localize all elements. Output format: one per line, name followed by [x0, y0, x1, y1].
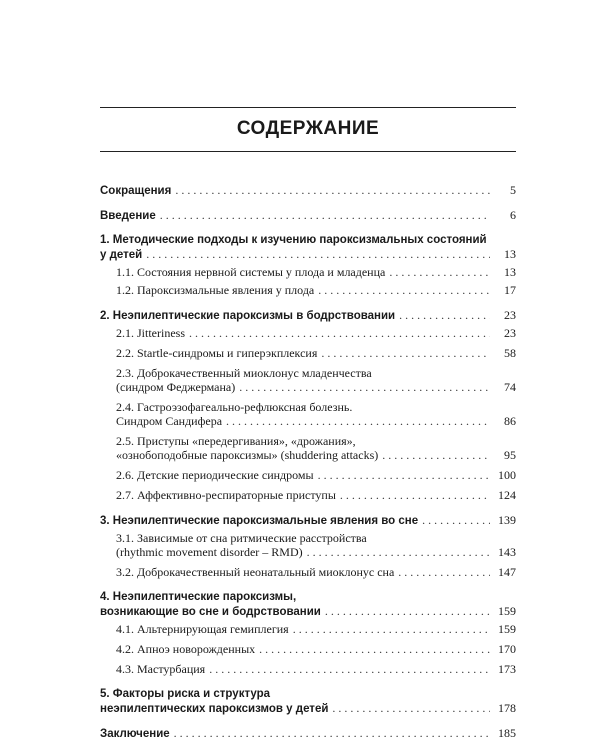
toc-entry-title: 4.1. Альтернирующая гемиплегия	[116, 622, 289, 636]
toc-page-number: 5	[510, 183, 516, 197]
toc-page-number: 74	[504, 380, 516, 394]
toc-subentry-2-5[interactable]	[100, 434, 516, 462]
toc-entry-title: 2.2. Startle-синдромы и гиперэкплексия	[116, 346, 318, 360]
dot-leader	[332, 701, 490, 715]
toc-entry-title-cont: возникающие во сне и бодрствовании	[100, 606, 321, 618]
toc-page-number: 100	[498, 468, 516, 482]
toc-entry-title: 1. Методические подходы к изучению пароксизмальных состояний	[100, 234, 487, 246]
toc-entry-title-cont: у детей	[100, 249, 143, 261]
toc-subentry-4-1[interactable]	[100, 622, 516, 636]
toc-entry-title: Сокращения	[100, 185, 172, 197]
toc-subentry-2-3[interactable]	[100, 366, 516, 394]
toc-entry-title-cont: неэпилептических пароксизмов у детей	[100, 703, 329, 715]
toc-page-number: 139	[498, 513, 516, 527]
toc-entry-title: 2.1. Jitteriness	[116, 326, 185, 340]
dot-leader	[226, 414, 490, 428]
toc-page-number: 13	[504, 265, 516, 279]
toc-entry-title-cont: (синдром Феджермана)	[116, 380, 236, 394]
toc-subentry-2-4[interactable]	[100, 400, 516, 428]
dot-leader	[259, 642, 490, 656]
toc-page-number: 17	[504, 283, 516, 297]
dot-leader	[209, 662, 490, 676]
dot-leader	[422, 513, 490, 527]
toc-chapter-1[interactable]	[100, 233, 516, 261]
dot-leader	[293, 622, 490, 636]
dot-leader	[239, 380, 490, 394]
dot-leader	[318, 468, 490, 482]
toc-subentry-4-3[interactable]	[100, 662, 516, 676]
toc-entry-title: 2.7. Аффективно-респираторные приступы	[116, 488, 336, 502]
toc-entry-title: 2.3. Доброкачественный миоклонус младенчества	[116, 366, 372, 380]
dot-leader	[318, 283, 490, 297]
dot-leader	[307, 545, 490, 559]
title-rule	[100, 151, 516, 152]
top-rule	[100, 107, 516, 108]
toc-entry-title-cont: (rhythmic movement disorder – RMD)	[116, 545, 303, 559]
toc-page-number: 159	[498, 622, 516, 636]
toc-page-number: 13	[504, 247, 516, 261]
toc-entry-title: 4.2. Апноэ новорожденных	[116, 642, 256, 656]
dot-leader	[174, 726, 490, 740]
toc-page-number: 178	[498, 701, 516, 715]
toc-entry-title-cont: Синдром Сандифера	[116, 414, 223, 428]
toc-chapter-3[interactable]	[100, 513, 516, 527]
dot-leader	[399, 308, 490, 322]
toc-page-number: 147	[498, 565, 516, 579]
toc-subentry-4-2[interactable]	[100, 642, 516, 656]
toc-subentry-1-2[interactable]	[100, 283, 516, 297]
toc-entry-title: 2. Неэпилептические пароксизмы в бодрствовании	[100, 310, 396, 322]
toc-page-number: 23	[504, 308, 516, 322]
page-title: СОДЕРЖАНИЕ	[236, 118, 380, 139]
dot-leader	[146, 247, 490, 261]
toc-entry-conclusion[interactable]	[100, 726, 516, 740]
toc-chapter-4[interactable]	[100, 590, 516, 618]
dot-leader	[189, 326, 490, 340]
dot-leader	[160, 208, 490, 222]
toc-entry-title: 3.1. Зависимые от сна ритмические расстройства	[116, 531, 367, 545]
toc-page-number: 124	[498, 488, 516, 502]
toc-entry-introduction[interactable]	[100, 208, 516, 222]
dot-leader	[340, 488, 490, 502]
toc-subentry-2-1[interactable]	[100, 326, 516, 340]
toc-subentry-3-2[interactable]	[100, 565, 516, 579]
toc-chapter-5[interactable]	[100, 687, 516, 715]
toc-entry-title: 1.2. Пароксизмальные явления у плода	[116, 283, 315, 297]
toc-entry-title: 2.5. Приступы «передергивания», «дрожания»,	[116, 434, 356, 448]
toc-subentry-2-7[interactable]	[100, 488, 516, 502]
dot-leader	[321, 346, 490, 360]
toc-entry-title: Введение	[100, 210, 156, 222]
toc-page-number: 173	[498, 662, 516, 676]
dot-leader	[398, 565, 490, 579]
toc-page-number: 159	[498, 604, 516, 618]
toc-entry-title: 4. Неэпилептические пароксизмы,	[100, 591, 297, 603]
toc-entry-title: 3. Неэпилептические пароксизмальные явления во сне	[100, 515, 419, 527]
toc-page-number: 95	[504, 448, 516, 462]
dot-leader	[175, 183, 490, 197]
toc-entry-abbreviations[interactable]	[100, 183, 516, 197]
toc-page-number: 143	[498, 545, 516, 559]
toc-subentry-2-2[interactable]	[100, 346, 516, 360]
dot-leader	[389, 265, 490, 279]
toc-page-number: 170	[498, 642, 516, 656]
toc-entry-title: Заключение	[100, 728, 170, 740]
toc-page-number: 185	[498, 726, 516, 740]
toc-page-number: 6	[510, 208, 516, 222]
toc-page-number: 58	[504, 346, 516, 360]
toc-entry-title: 2.6. Детские периодические синдромы	[116, 468, 314, 482]
dot-leader	[382, 448, 490, 462]
table-of-contents	[100, 183, 516, 740]
toc-entry-title: 5. Факторы риска и структура	[100, 688, 271, 700]
toc-entry-title: 4.3. Мастурбация	[116, 662, 206, 676]
dot-leader	[325, 604, 490, 618]
toc-subentry-3-1[interactable]	[100, 531, 516, 559]
toc-entry-title-cont: «ознобоподобные пароксизмы» (shuddering attacks)	[116, 448, 379, 462]
toc-chapter-2[interactable]	[100, 308, 516, 322]
toc-subentry-2-6[interactable]	[100, 468, 516, 482]
toc-page-number: 23	[504, 326, 516, 340]
toc-entry-title: 1.1. Состояния нервной системы у плода и младенца	[116, 265, 386, 279]
toc-page-number: 86	[504, 414, 516, 428]
toc-entry-title: 2.4. Гастроэзофагеально-рефлюксная болезнь.	[116, 400, 353, 414]
toc-entry-title: 3.2. Доброкачественный неонатальный миоклонус сна	[116, 565, 395, 579]
toc-subentry-1-1[interactable]	[100, 265, 516, 279]
